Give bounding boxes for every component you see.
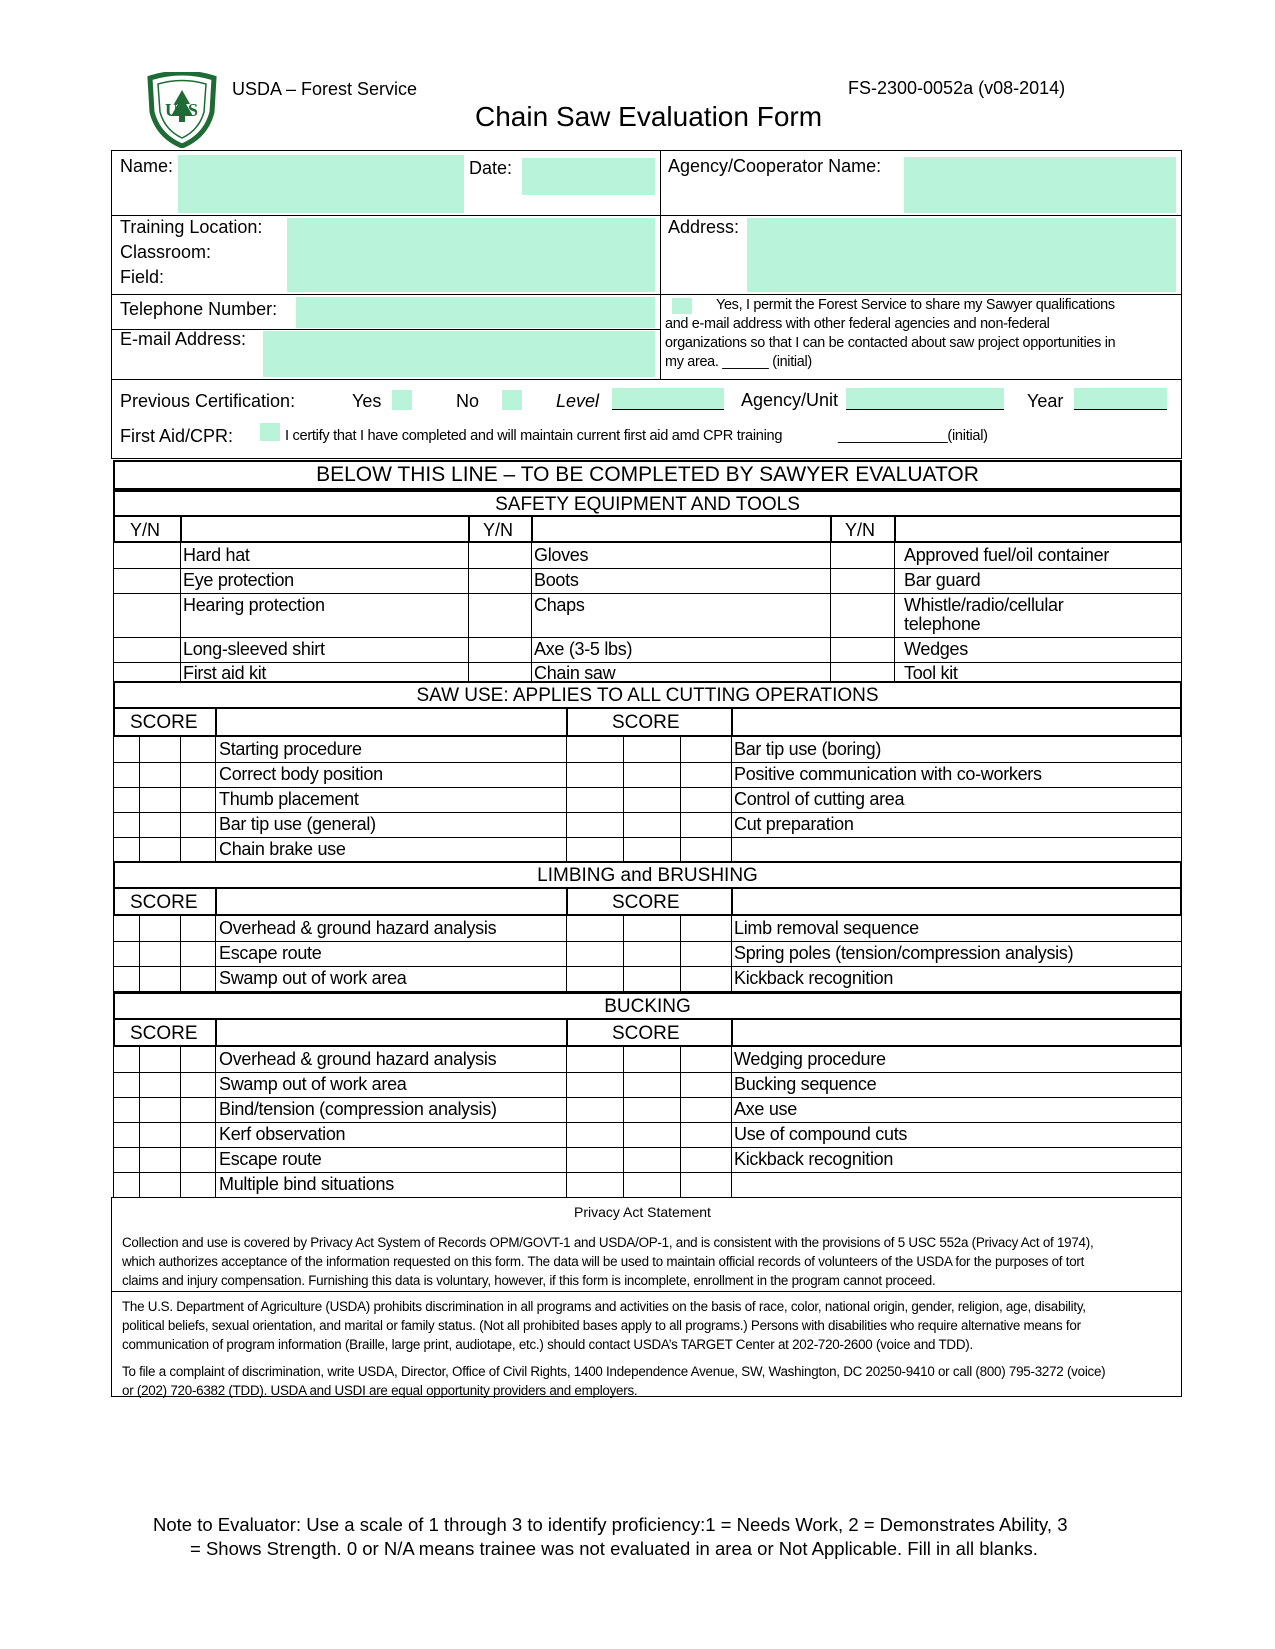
score-item: Swamp out of work area: [219, 968, 407, 988]
score-cell[interactable]: [567, 1098, 623, 1122]
score-cell[interactable]: [181, 738, 215, 762]
score-cell[interactable]: [681, 838, 731, 862]
address-label: Address:: [668, 217, 740, 237]
certify-text: I certify that I have completed and will maintain current first aid amd CPR training: [285, 428, 783, 444]
privacy-line: Collection and use is covered by Privacy Act System of Records OPM/GOVT-1 and USDA/OP-1, and is consistent with the provisions of 5 USC 552a (Privacy Act of 1974),: [122, 1235, 1094, 1250]
score-cell[interactable]: [114, 967, 139, 991]
year-label: Year: [1027, 391, 1064, 411]
score-cell[interactable]: [181, 967, 215, 991]
nondiscrimination-line: political beliefs, sexual orientation, and marital or family status. (Not all prohibited bases apply to all programs.) Persons with disabilities who require alternative means for: [122, 1318, 1081, 1333]
score-cell[interactable]: [567, 1048, 623, 1072]
certify-initial: ______________(initial): [838, 428, 988, 444]
safety-title: SAFETY EQUIPMENT AND TOOLS: [113, 490, 1182, 517]
score-cell[interactable]: [624, 1098, 680, 1122]
score-cell[interactable]: [140, 1123, 180, 1147]
telephone-field[interactable]: [296, 297, 655, 328]
score-cell[interactable]: [624, 1173, 680, 1197]
score-cell[interactable]: [114, 763, 139, 787]
score-item: Thumb placement: [219, 789, 359, 809]
score-cell[interactable]: [181, 763, 215, 787]
score-cell[interactable]: [624, 838, 680, 862]
score-cell[interactable]: [681, 917, 731, 941]
score-item: Wedging procedure: [734, 1049, 886, 1069]
year-field[interactable]: [1074, 388, 1167, 410]
no-label: No: [456, 391, 480, 411]
score-item: Swamp out of work area: [219, 1074, 407, 1094]
score-item: Overhead & ground hazard analysis: [219, 1049, 497, 1069]
evaluator-header: BELOW THIS LINE – TO BE COMPLETED BY SAWYER EVALUATOR: [113, 460, 1182, 490]
score-item: Control of cutting area: [734, 789, 905, 809]
safety-item: Chain saw: [534, 663, 616, 683]
score-cell[interactable]: [567, 738, 623, 762]
score-cell[interactable]: [114, 1123, 139, 1147]
safety-item: Approved fuel/oil container: [904, 545, 1110, 565]
score-cell[interactable]: [681, 1148, 731, 1172]
permit-text-4: my area. ______ (initial): [665, 354, 812, 370]
score-item: Positive communication with co-workers: [734, 764, 1042, 784]
score-item: Bucking sequence: [734, 1074, 877, 1094]
forest-service-logo: [146, 72, 218, 148]
score-cell[interactable]: [624, 1123, 680, 1147]
score-cell[interactable]: [681, 1073, 731, 1097]
score-cell[interactable]: [567, 838, 623, 862]
score-cell[interactable]: [114, 813, 139, 837]
training-location-label: Training Location:: [120, 217, 263, 237]
score-cell[interactable]: [114, 917, 139, 941]
score-cell[interactable]: [567, 1173, 623, 1197]
prev-cert-yes-checkbox[interactable]: [392, 390, 412, 410]
name-label: Name:: [120, 156, 174, 176]
score-cell[interactable]: [681, 1098, 731, 1122]
form-number: FS-2300-0052a (v08-2014): [848, 78, 1066, 98]
score-cell[interactable]: [567, 813, 623, 837]
svg-text:S: S: [188, 100, 199, 120]
first-aid-label: First Aid/CPR:: [120, 426, 234, 446]
score-cell[interactable]: [140, 1148, 180, 1172]
score-cell[interactable]: [681, 967, 731, 991]
score-cell[interactable]: [140, 967, 180, 991]
score-item: Bind/tension (compression analysis): [219, 1099, 497, 1119]
level-field[interactable]: [612, 388, 724, 410]
telephone-label: Telephone Number:: [120, 299, 278, 319]
note-line-1: Note to Evaluator: Use a scale of 1 through 3 to identify proficiency:1 = Needs Work, 2 = Demonstrates Ability, 3: [153, 1514, 1068, 1535]
agency-unit-label: Agency/Unit: [741, 390, 839, 410]
address-field[interactable]: [747, 218, 1176, 292]
score-cell[interactable]: [681, 1123, 731, 1147]
score-cell[interactable]: [624, 917, 680, 941]
score-cell[interactable]: [181, 1048, 215, 1072]
score-header: SCORE: [612, 1023, 680, 1044]
yes-label: Yes: [352, 391, 382, 411]
safety-item: Tool kit: [904, 663, 958, 683]
score-cell[interactable]: [181, 1123, 215, 1147]
safety-item: Gloves: [534, 545, 589, 565]
email-field[interactable]: [263, 331, 655, 377]
score-cell[interactable]: [114, 942, 139, 966]
score-item: Escape route: [219, 1149, 322, 1169]
score-cell[interactable]: [140, 917, 180, 941]
training-location-field[interactable]: [287, 218, 655, 292]
score-item: Bar tip use (boring): [734, 739, 882, 759]
limbing-title: LIMBING and BRUSHING: [113, 861, 1182, 889]
privacy-line: which authorizes acceptance of the information requested on this form. The data will be used to maintain official records of volunteers of the USDA for the purposes of tort: [122, 1254, 1085, 1269]
score-cell[interactable]: [140, 838, 180, 862]
score-item: Use of compound cuts: [734, 1124, 908, 1144]
score-item: Chain brake use: [219, 839, 346, 859]
score-cell[interactable]: [624, 1048, 680, 1072]
safety-item: Chaps: [534, 595, 585, 615]
score-cell[interactable]: [140, 763, 180, 787]
yn-header-2: Y/N: [483, 520, 514, 540]
name-field[interactable]: [178, 155, 464, 213]
score-cell[interactable]: [181, 1173, 215, 1197]
score-item: Kerf observation: [219, 1124, 346, 1144]
yn-header-3: Y/N: [845, 520, 876, 540]
score-cell[interactable]: [624, 1073, 680, 1097]
score-cell[interactable]: [624, 738, 680, 762]
agency-cooperator-field[interactable]: [904, 157, 1176, 213]
agency-name: USDA – Forest Service: [232, 79, 418, 99]
score-item: Cut preparation: [734, 814, 854, 834]
yn-header-1: Y/N: [130, 520, 161, 540]
score-cell[interactable]: [140, 1098, 180, 1122]
permit-text-1: Yes, I permit the Forest Service to share my Sawyer qualifications: [716, 297, 1115, 313]
score-cell[interactable]: [181, 1148, 215, 1172]
score-item: Axe use: [734, 1099, 797, 1119]
nondiscrimination-line: or (202) 720-6382 (TDD). USDA and USDI are equal opportunity providers and employers.: [122, 1383, 638, 1398]
saw-use-title: SAW USE: APPLIES TO ALL CUTTING OPERATIONS: [113, 681, 1182, 709]
bucking-title: BUCKING: [113, 992, 1182, 1020]
score-cell[interactable]: [114, 788, 139, 812]
score-cell[interactable]: [567, 788, 623, 812]
score-cell[interactable]: [624, 813, 680, 837]
page-title: Chain Saw Evaluation Form: [475, 101, 823, 132]
score-cell[interactable]: [181, 788, 215, 812]
score-cell[interactable]: [681, 942, 731, 966]
permit-text-2: and e-mail address with other federal agencies and non-federal: [665, 316, 1050, 332]
score-cell[interactable]: [114, 838, 139, 862]
safety-item: Long-sleeved shirt: [183, 639, 325, 659]
score-cell[interactable]: [140, 813, 180, 837]
score-cell[interactable]: [567, 1073, 623, 1097]
svg-text:U: U: [165, 100, 178, 120]
score-cell[interactable]: [114, 1073, 139, 1097]
nondiscrimination-line: communication of program information (Braille, large print, audiotape, etc.) should contact USDA’s TARGET Center at 202-720-2600 (voice and TDD).: [122, 1337, 973, 1352]
score-cell[interactable]: [114, 1048, 139, 1072]
safety-item: Hearing protection: [183, 595, 325, 615]
safety-item: telephone: [904, 614, 981, 634]
nondiscrimination-line: The U.S. Department of Agriculture (USDA) prohibits discrimination in all programs and activities on the basis of race, color, national origin, gender, religion, age, disability,: [122, 1299, 1086, 1314]
field-label: Field:: [120, 267, 165, 287]
score-cell[interactable]: [624, 1148, 680, 1172]
score-cell[interactable]: [140, 1048, 180, 1072]
safety-item: Axe (3-5 lbs): [534, 639, 633, 659]
date-field[interactable]: [522, 158, 655, 195]
safety-item: Wedges: [904, 639, 968, 659]
score-item: Bar tip use (general): [219, 814, 376, 834]
score-cell[interactable]: [114, 1148, 139, 1172]
score-cell[interactable]: [181, 1098, 215, 1122]
score-cell[interactable]: [114, 738, 139, 762]
score-cell[interactable]: [681, 763, 731, 787]
level-label: Level: [556, 391, 600, 411]
score-header: SCORE: [612, 712, 680, 733]
score-cell[interactable]: [681, 1048, 731, 1072]
score-cell[interactable]: [181, 917, 215, 941]
score-header: SCORE: [130, 712, 198, 733]
score-cell[interactable]: [181, 1073, 215, 1097]
score-item: Overhead & ground hazard analysis: [219, 918, 497, 938]
score-cell[interactable]: [567, 1148, 623, 1172]
score-header: SCORE: [130, 892, 198, 913]
score-cell[interactable]: [140, 942, 180, 966]
score-cell[interactable]: [624, 942, 680, 966]
permit-text-3: organizations so that I can be contacted about saw project opportunities in: [665, 335, 1116, 351]
score-item: Spring poles (tension/compression analysis): [734, 943, 1074, 963]
agency-unit-field[interactable]: [846, 388, 1004, 410]
safety-item: Boots: [534, 570, 579, 590]
date-label: Date:: [469, 158, 513, 178]
score-cell[interactable]: [681, 738, 731, 762]
note-line-2: = Shows Strength. 0 or N/A means trainee was not evaluated in area or Not Applicable. Fill in all blanks.: [190, 1538, 1038, 1559]
permit-checkbox[interactable]: [672, 298, 692, 314]
email-label: E-mail Address:: [120, 329, 247, 349]
score-cell[interactable]: [681, 788, 731, 812]
first-aid-checkbox[interactable]: [260, 423, 280, 441]
score-cell[interactable]: [567, 763, 623, 787]
score-cell[interactable]: [567, 1123, 623, 1147]
score-item: Limb removal sequence: [734, 918, 919, 938]
score-cell[interactable]: [567, 917, 623, 941]
safety-item: Bar guard: [904, 570, 981, 590]
score-cell[interactable]: [681, 813, 731, 837]
score-cell[interactable]: [140, 788, 180, 812]
score-cell[interactable]: [181, 813, 215, 837]
privacy-line: claims and injury compensation. Furnishing this data is voluntary, however, if this form is incomplete, enrollment in the program cannot proceed.: [122, 1273, 936, 1288]
safety-item: Whistle/radio/cellular: [904, 595, 1064, 615]
prev-cert-no-checkbox[interactable]: [502, 390, 522, 410]
classroom-label: Classroom:: [120, 242, 212, 262]
score-cell[interactable]: [114, 1173, 139, 1197]
score-cell[interactable]: [567, 967, 623, 991]
score-header: SCORE: [130, 1023, 198, 1044]
score-cell[interactable]: [624, 763, 680, 787]
score-item: Starting procedure: [219, 739, 362, 759]
score-item: Kickback recognition: [734, 1149, 894, 1169]
nondiscrimination-line: To file a complaint of discrimination, write USDA, Director, Office of Civil Rights, 1400 Independence Avenue, SW, Washington, DC 20250-9410 or call (800) 795-3272 (voice): [122, 1364, 1106, 1379]
safety-header-row: [113, 517, 1182, 543]
score-cell[interactable]: [624, 967, 680, 991]
safety-item: First aid kit: [183, 663, 267, 683]
score-cell[interactable]: [181, 942, 215, 966]
score-cell[interactable]: [140, 738, 180, 762]
score-item: Escape route: [219, 943, 322, 963]
score-cell[interactable]: [624, 788, 680, 812]
score-cell[interactable]: [681, 1173, 731, 1197]
score-cell[interactable]: [181, 838, 215, 862]
agency-cooperator-label: Agency/Cooperator Name:: [668, 156, 882, 176]
score-item: Correct body position: [219, 764, 383, 784]
safety-item: Hard hat: [183, 545, 250, 565]
score-item: Multiple bind situations: [219, 1174, 394, 1194]
score-header: SCORE: [612, 892, 680, 913]
score-cell[interactable]: [567, 942, 623, 966]
prev-cert-label: Previous Certification:: [120, 391, 296, 411]
score-item: Kickback recognition: [734, 968, 894, 988]
score-cell[interactable]: [140, 1073, 180, 1097]
privacy-title: Privacy Act Statement: [574, 1204, 711, 1220]
safety-item: Eye protection: [183, 570, 294, 590]
score-cell[interactable]: [114, 1098, 139, 1122]
score-cell[interactable]: [140, 1173, 180, 1197]
